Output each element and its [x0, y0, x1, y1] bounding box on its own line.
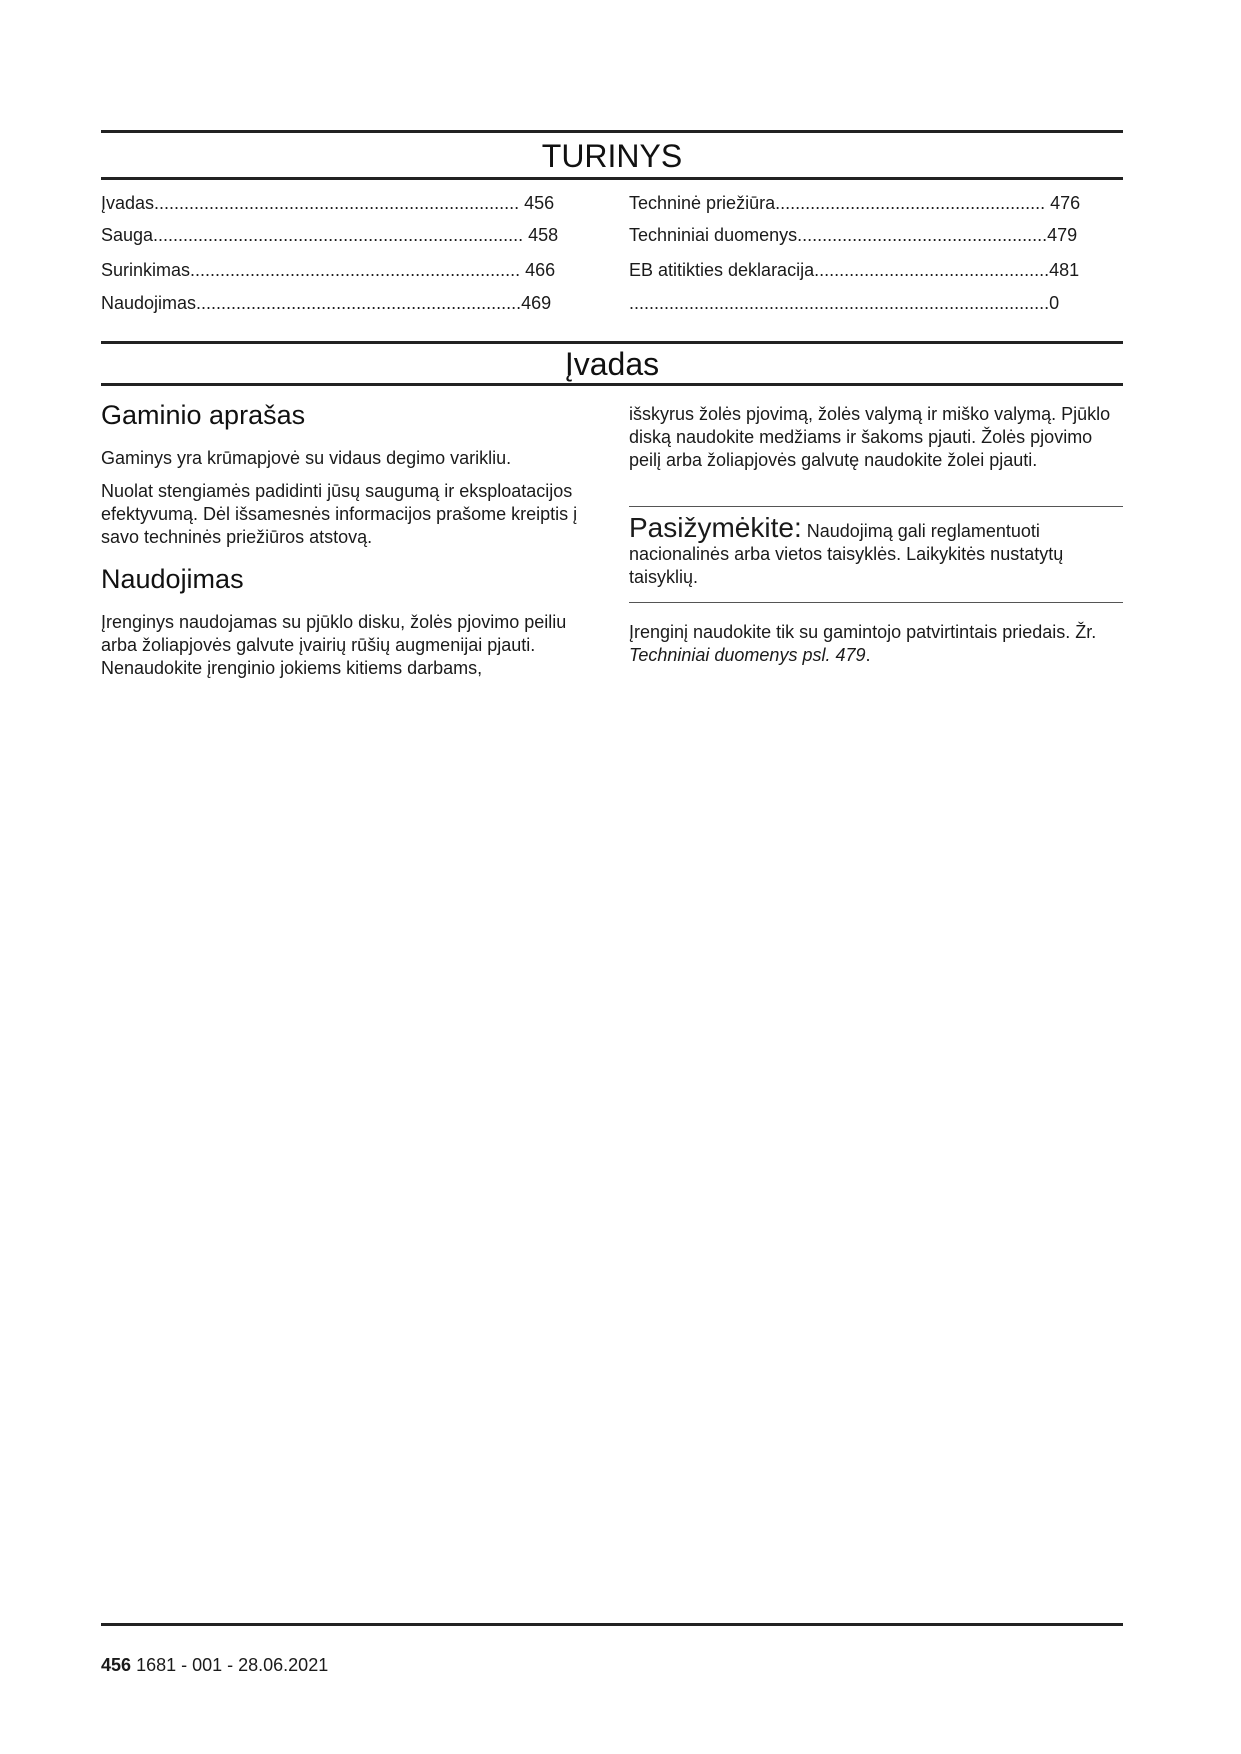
use-paragraph-1: Įrenginys naudojamas su pjūklo disku, žolės pjovimo peiliu arba žoliapjovės galvute įvairių rūšių augmenijai pjauti. Nenaudokite įrenginio jokiems kitiems darbams,: [101, 612, 567, 678]
see-reference-link[interactable]: Techniniai duomenys psl. 479: [629, 645, 866, 665]
accessories-paragraph: [629, 621, 1123, 667]
toc-entry-empty[interactable]: ....................................................................................0: [629, 293, 1060, 313]
intro-title-rule: [101, 383, 1123, 386]
toc-entry-ivadas[interactable]: Įvadas......................................................................... 456: [101, 193, 555, 213]
page-number: 456: [101, 1655, 132, 1675]
toc-entry-naudojimas[interactable]: Naudojimas.................................................................469: [101, 293, 552, 313]
footer-rule: [101, 1623, 1123, 1626]
note-text: Naudojimą gali reglamentuoti nacionalinės arba vietos taisyklės. Laikykitės nustatytų taisyklių.: [629, 521, 1064, 587]
toc-entry-sauga[interactable]: Sauga.......................................................................... 458: [101, 225, 559, 245]
note-title: Pasižymėkite:: [629, 512, 802, 543]
footer: [101, 1654, 328, 1676]
use-heading: Naudojimas: [101, 564, 244, 594]
see-suffix: .: [865, 645, 871, 665]
intro-title: Įvadas: [564, 346, 660, 382]
toc-entry-techniniai-duomenys[interactable]: Techniniai duomenys..................................................479: [629, 225, 1078, 245]
accessories-text: Įrenginį naudokite tik su gamintojo patvirtintais priedais.: [629, 622, 1071, 642]
note-top-rule: [629, 506, 1123, 507]
product-heading: Gaminio aprašas: [101, 400, 306, 430]
toc-entry-eb-deklaracija[interactable]: EB atitikties deklaracija...............................................481: [629, 260, 1080, 280]
product-paragraph-1: Gaminys yra krūmapjovė su vidaus degimo varikliu.: [101, 448, 512, 468]
toc-entry-technine-prieziura[interactable]: Techninė priežiūra...................................................... 476: [629, 193, 1081, 213]
product-paragraph-2: Nuolat stengiamės padidinti jūsų saugumą ir eksploatacijos efektyvumą. Dėl išsamesnės informacijos prašome kreiptis į savo techninės priežiūros atstovą.: [101, 481, 578, 547]
note-bottom-rule: [629, 602, 1123, 603]
use-paragraph-continued: išskyrus žolės pjovimą, žolės valymą ir miško valymą. Pjūklo diską naudokite medžiams ir šakoms pjauti. Žolės pjovimo peilį arba žoliapjovės galvutę naudokite žolei pjauti.: [629, 404, 1111, 470]
toc-top-rule: [101, 130, 1123, 133]
note-block: [629, 512, 1123, 589]
toc-entry-surinkimas[interactable]: Surinkimas.................................................................. 466: [101, 260, 556, 280]
document-id: 1681 - 001 - 28.06.2021: [136, 1655, 329, 1675]
toc-title-rule: [101, 177, 1123, 180]
toc-title: TURINYS: [541, 138, 683, 174]
see-prefix: Žr.: [1075, 622, 1097, 642]
